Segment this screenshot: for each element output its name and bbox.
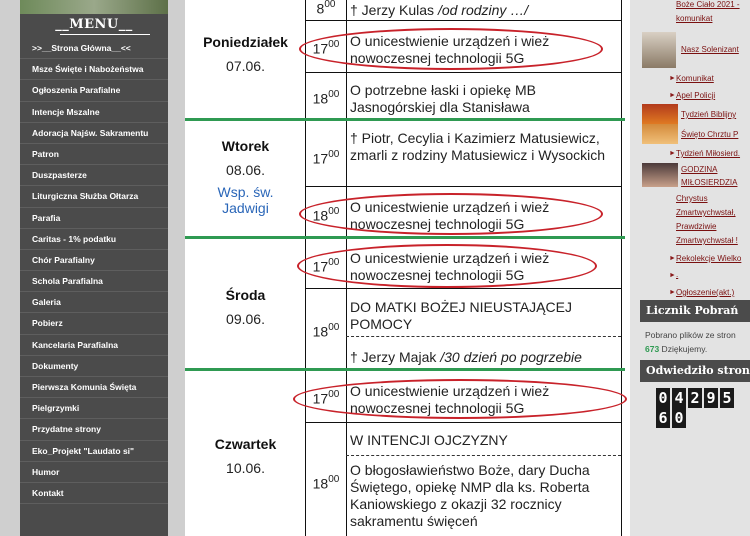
- day-divider: [185, 118, 625, 121]
- menu-item-caritas[interactable]: Caritas - 1% podatku: [20, 229, 168, 250]
- day-commemoration: Wsp. św. Jadwigi: [217, 184, 274, 216]
- day-date: 09.06.: [226, 311, 265, 327]
- link-godzina-milosierdzia[interactable]: MIŁOSIERDZIA: [681, 178, 738, 187]
- menu-item-galeria[interactable]: Galeria: [20, 292, 168, 313]
- day-date: 08.06.: [226, 162, 265, 178]
- mass-intentions-table: [185, 0, 630, 536]
- day-monday: [185, 34, 306, 74]
- menu-item-eko-projekt[interactable]: Eko_Projekt "Laudato si": [20, 441, 168, 462]
- counter-digit: 5: [720, 388, 734, 408]
- intention-text: † Jerzy Majak /30 dzień po pogrzebie: [350, 349, 582, 365]
- day-date: 07.06.: [226, 58, 265, 74]
- mass-time: $17^{00}$: [312, 39, 340, 57]
- mass-time: $17^{00}$: [312, 149, 340, 167]
- bullet-icon: ►: [669, 255, 676, 262]
- menu-header-image: [20, 0, 168, 14]
- day-thursday: [185, 436, 306, 476]
- godzina-milosierdzia-image: [642, 163, 678, 187]
- bullet-icon: ►: [669, 289, 676, 296]
- row-divider-dashed: [346, 455, 621, 456]
- menu-item-kancelaria[interactable]: Kancelaria Parafialna: [20, 335, 168, 356]
- menu-item-komunia[interactable]: Pierwsza Komunia Święta: [20, 377, 168, 398]
- intention-text: O błogosławieństwo Boże, dary Ducha Świętego, opiekę NMP dla ks. Roberta Kaniowskiego z okazji 32 rocznicy sakramentu święceń: [350, 462, 590, 529]
- intention-text: O unicestwienie urządzeń i wież nowoczesnej technologii 5G: [350, 250, 550, 283]
- menu-title: __MENU__: [55, 17, 133, 32]
- day-date: 10.06.: [226, 460, 265, 476]
- link-godzina-milosierdzia[interactable]: GODZINA: [681, 165, 718, 174]
- mass-time: $18^{00}$: [312, 474, 340, 492]
- menu-item-chor[interactable]: Chór Parafialny: [20, 250, 168, 271]
- menu-item-ogloszenia[interactable]: Ogłoszenia Parafialne: [20, 80, 168, 101]
- day-name: Środa: [225, 287, 266, 303]
- mass-time: $18^{00}$: [312, 206, 340, 224]
- row-divider: [305, 422, 621, 423]
- counter-digit: 9: [704, 388, 718, 408]
- row-divider: [305, 20, 621, 21]
- menu-item-adoracja[interactable]: Adoracja Najśw. Sakramentu: [20, 123, 168, 144]
- intention-text: O unicestwienie urządzeń i wież nowoczesnej technologii 5G: [350, 199, 550, 232]
- intention-text: O potrzebne łaski i opiekę MB Jasnogórskiej dla Stanisława: [350, 82, 536, 115]
- menu-list: [20, 38, 168, 504]
- menu-item-schola[interactable]: Schola Parafialna: [20, 271, 168, 292]
- intention-text: DO MATKI BOŻEJ NIEUSTAJĄCEJ POMOCY: [350, 299, 572, 332]
- mass-time: $17^{00}$: [312, 389, 340, 407]
- tydzien-biblijny-banner: [642, 104, 678, 124]
- highlight-oval: [299, 28, 603, 70]
- link-apel-policji[interactable]: Apel Policji: [676, 91, 716, 100]
- mass-time: $17^{00}$: [312, 257, 340, 275]
- day-tuesday: [185, 138, 306, 216]
- menu-item-humor[interactable]: Humor: [20, 462, 168, 483]
- day-wednesday: [185, 287, 306, 327]
- link-chrystus[interactable]: Zmartwychwstał !: [676, 236, 738, 245]
- highlight-oval: [299, 193, 603, 235]
- intention-text: † Jerzy Kulas /od rodziny …/: [350, 2, 529, 18]
- link-tydzien-biblijny[interactable]: Tydzień Biblijny: [681, 110, 737, 119]
- counter-digit: 6: [656, 408, 670, 428]
- swieto-chrztu-banner: [642, 124, 678, 144]
- menu-item-sluzba-oltarza[interactable]: Liturgiczna Służba Ołtarza: [20, 186, 168, 207]
- solenizant-photo: [642, 32, 676, 68]
- menu-item-duszpasterze[interactable]: Duszpasterze: [20, 165, 168, 186]
- link-komunikat[interactable]: Komunikat: [676, 74, 714, 83]
- link-tydzien-milosierdzia[interactable]: Tydzień Miłosierd.: [676, 149, 741, 158]
- link-dot[interactable]: .: [676, 270, 679, 279]
- pobrano-text: Pobrano plików ze stron: [645, 330, 736, 340]
- counter-digit: 0: [656, 388, 670, 408]
- menu-item-msze[interactable]: Msze Święte i Nabożeństwa: [20, 59, 168, 80]
- intention-text: O unicestwienie urządzeń i wież nowoczesnej technologii 5G: [350, 33, 550, 66]
- menu-item-strona-glowna[interactable]: >>__Strona Główna__<<: [20, 38, 168, 59]
- counter-digit: 0: [672, 408, 686, 428]
- row-divider-dashed: [346, 336, 621, 337]
- menu-item-dokumenty[interactable]: Dokumenty: [20, 356, 168, 377]
- pobrano-count: 673: [645, 344, 660, 354]
- mass-time: $18^{00}$: [312, 322, 340, 340]
- menu-item-przydatne[interactable]: Przydatne strony: [20, 419, 168, 440]
- intention-text: O unicestwienie urządzeń i wież nowoczesnej technologii 5G: [350, 383, 550, 416]
- highlight-oval: [293, 379, 627, 419]
- link-chrystus[interactable]: Zmartwychwstał,: [676, 208, 736, 217]
- day-name: Czwartek: [214, 436, 277, 452]
- row-divider: [305, 186, 621, 187]
- main-menu: [20, 0, 168, 536]
- counter-digit: 4: [672, 388, 686, 408]
- day-divider: [185, 368, 625, 371]
- menu-item-kontakt[interactable]: Kontakt: [20, 483, 168, 504]
- counter-digit: 2: [688, 388, 702, 408]
- bullet-icon: ►: [669, 75, 676, 82]
- odwiedzilo-header: Odwiedziło stron: [640, 360, 750, 382]
- link-nasz-solenizant[interactable]: Nasz Solenizant: [681, 45, 739, 54]
- menu-item-pobierz[interactable]: Pobierz: [20, 313, 168, 334]
- bullet-icon: ►: [669, 92, 676, 99]
- link-ogloszenia[interactable]: Ogłoszenie(akt.): [676, 288, 735, 297]
- row-divider: [305, 288, 621, 289]
- intention-text: W INTENCJI OJCZYZNY: [350, 432, 508, 448]
- pobrano-suffix: Dziękujemy.: [659, 344, 708, 354]
- day-name: Wtorek: [221, 138, 270, 154]
- bullet-icon: ►: [669, 272, 676, 279]
- link-rekolekcje[interactable]: Rekolekcje Wielko: [676, 254, 742, 263]
- link-swieto-chrztu[interactable]: Święto Chrztu P: [681, 130, 739, 139]
- bullet-icon: ►: [669, 150, 676, 157]
- menu-title-underline: [60, 34, 150, 35]
- column-divider: [621, 0, 622, 536]
- day-divider: [185, 236, 625, 239]
- mass-time: $18^{00}$: [312, 89, 340, 107]
- menu-item-patron[interactable]: Patron: [20, 144, 168, 165]
- link-chrystus[interactable]: Prawdziwie: [676, 222, 717, 231]
- mass-time: $8^{00}$: [316, 0, 336, 17]
- row-divider: [305, 72, 621, 73]
- menu-item-pielgrzymki[interactable]: Pielgrzymki: [20, 398, 168, 419]
- menu-item-intencje[interactable]: Intencje Mszalne: [20, 102, 168, 123]
- intention-text: † Piotr, Cecylia i Kazimierz Matusiewicz, zmarli z rodziny Matusiewicz i Wysockich: [350, 130, 606, 163]
- visit-counter: [656, 388, 750, 427]
- link-boze-cialo[interactable]: Boże Ciało 2021 -: [676, 0, 740, 9]
- highlight-oval: [297, 244, 597, 288]
- pobrano-count-line: [645, 344, 707, 354]
- link-chrystus[interactable]: Chrystus: [676, 194, 708, 203]
- link-komunikat[interactable]: komunikat: [676, 14, 713, 23]
- day-name: Poniedziałek: [203, 34, 288, 50]
- menu-item-parafia[interactable]: Parafia: [20, 208, 168, 229]
- licznik-pobran-header: Licznik Pobrań: [640, 300, 750, 322]
